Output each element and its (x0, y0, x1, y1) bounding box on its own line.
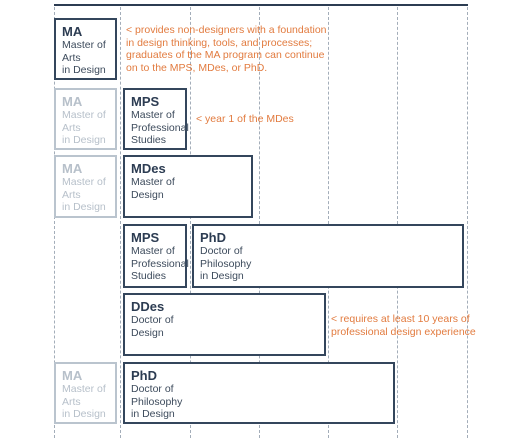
degree-description: Doctor of Philosophy in Design (131, 383, 183, 420)
degree-box-phd (123, 362, 395, 424)
degree-box-ma-faded (54, 88, 117, 150)
timeline-gridline (120, 7, 121, 438)
degree-title: MPS (131, 94, 160, 109)
degree-title: MA (62, 94, 83, 109)
timeline-gridline (397, 7, 398, 438)
degree-description: Master of Arts in Design (62, 109, 106, 146)
top-rule (54, 4, 468, 6)
degree-box-mps (123, 88, 187, 150)
degree-description: Master of Design (131, 176, 175, 201)
note-ma: < provides non-designers with a foundation in design thinking, tools, and processes; graduates of the MA program can continue on to the MPS, MDes, or PhD. (126, 24, 327, 74)
degree-box-mps (123, 224, 187, 288)
degree-box-ma-faded (54, 155, 117, 218)
note-ddes: < requires at least 10 years of professional design experience (331, 313, 476, 338)
degree-description: Master of Arts in Design (62, 176, 106, 213)
note-mps: < year 1 of the MDes (196, 113, 294, 125)
degree-title: MPS (131, 230, 160, 245)
degree-box-mdes (123, 155, 253, 218)
degree-title: MA (62, 161, 83, 176)
degree-box-ddes (123, 293, 326, 356)
degree-title: DDes (131, 299, 165, 314)
degree-description: Doctor of Design (131, 314, 174, 339)
degree-title: MA (62, 368, 83, 383)
timeline-gridline (467, 7, 468, 438)
degree-title: PhD (200, 230, 226, 245)
degree-title: MDes (131, 161, 166, 176)
degree-box-phd (192, 224, 464, 288)
degree-box-ma-faded (54, 362, 117, 424)
degree-description: Master of Professional Studies (131, 245, 189, 282)
degree-box-ma (54, 18, 117, 80)
degree-description: Master of Professional Studies (131, 109, 189, 146)
degree-description: Master of Arts in Design (62, 39, 106, 76)
degree-description: Doctor of Philosophy in Design (200, 245, 252, 282)
degree-title: MA (62, 24, 83, 39)
degree-description: Master of Arts in Design (62, 383, 106, 420)
degree-title: PhD (131, 368, 157, 383)
